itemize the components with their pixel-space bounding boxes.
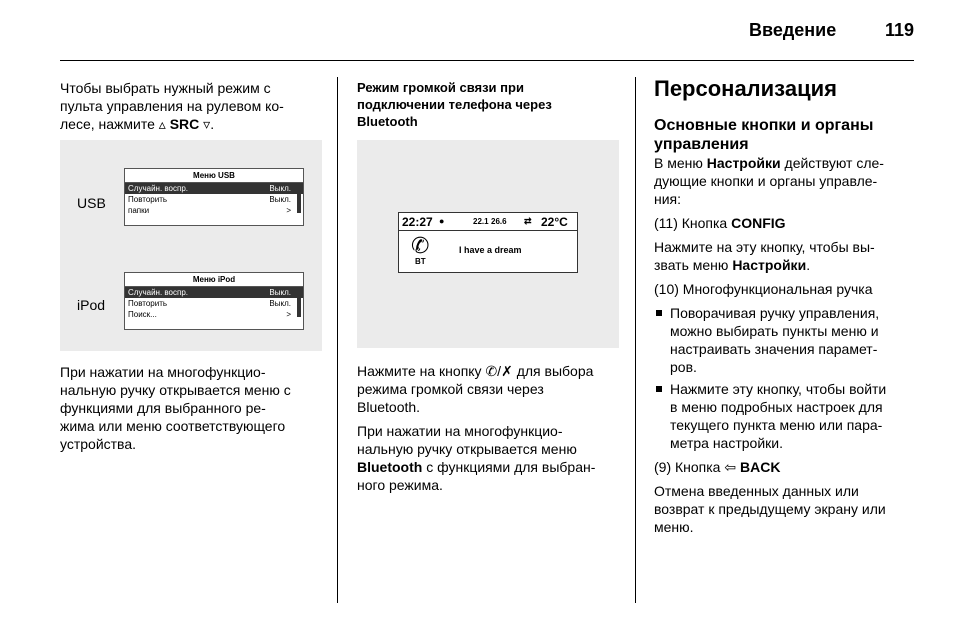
bullet-item: Поворачивая ручку управления, можно выбирать пункты меню и настраивать значения парамет- ров. bbox=[654, 304, 919, 376]
menu-row: Повторить Выкл. bbox=[128, 299, 291, 308]
temperature: 22°C bbox=[541, 215, 568, 229]
bullet-item: Нажмите эту кнопку, чтобы войти в меню подробных настроек для текущего пункта меню или пара- метра настройки. bbox=[654, 380, 919, 452]
usb-menu-title: Меню USB bbox=[125, 169, 303, 183]
column-3: Персонализация Основные кнопки и органы управления В меню Настройки действуют сле- дующие кнопки и органы управле- ния: (11) Кнопка CONFIG Нажмите на эту кнопку, чтобы вы- звать меню Настройки. (10) Многофункциональная ручка Поворачивая ручку управления, можно выбирать пункты меню и настраивать значения парамет- ров. Нажмите эту кнопку, чтобы войти в меню подробных настроек для текущего пункта меню или пара- метра настройки. (9) Кнопка ⇦ BACK Отмена введенных данных или возврат к предыдущему экрану или меню. bbox=[654, 76, 919, 536]
scrollbar bbox=[297, 183, 301, 213]
phone-button-icon: ✆/✗ bbox=[485, 363, 513, 379]
menu-row: Повторить Выкл. bbox=[128, 195, 291, 204]
column-divider-2 bbox=[635, 77, 636, 603]
status-icon: ● bbox=[439, 216, 445, 226]
signal-icon: ⇄ bbox=[524, 216, 532, 226]
menu-row: Поиск... > bbox=[128, 310, 291, 319]
bullet-icon bbox=[656, 386, 662, 392]
column-divider-1 bbox=[337, 77, 338, 603]
config-button-label: CONFIG bbox=[731, 215, 786, 231]
header-rule bbox=[60, 60, 914, 61]
bluetooth-heading: Режим громкой связи при подключении телефона через Bluetooth bbox=[357, 80, 552, 129]
scrollbar bbox=[297, 287, 301, 317]
bullet-icon bbox=[656, 310, 662, 316]
phone-icon: ✆ bbox=[411, 233, 430, 258]
chapter-title: Введение bbox=[749, 20, 837, 40]
ipod-menu bbox=[124, 272, 304, 330]
menu-row: Случайн. воспр. Выкл. bbox=[125, 183, 303, 194]
page-number: 119 bbox=[885, 20, 915, 40]
menu-row: папки > bbox=[128, 206, 291, 215]
song-title: I have a dream bbox=[459, 245, 522, 255]
status-bar: 22:27 ● 22.1 26.6 ⇄ 22°C bbox=[399, 213, 577, 231]
menu-row: Случайн. воспр. Выкл. bbox=[125, 287, 303, 298]
radio-display-screen bbox=[398, 212, 578, 273]
column-1-paragraph: При нажатии на многофункцио- нальную ручку открывается меню с функциями для выбранного ре- жима или меню соответствующего устройства. bbox=[60, 364, 291, 452]
back-arrow-icon: ⇦ bbox=[724, 459, 737, 475]
section-title: Персонализация bbox=[654, 76, 837, 101]
up-arrow-icon: ▵ bbox=[158, 116, 166, 132]
usb-label: USB bbox=[77, 195, 106, 211]
src-button-label: SRC bbox=[169, 116, 200, 132]
back-button-label: BACK bbox=[740, 459, 781, 475]
column-1-intro: Чтобы выбрать нужный режим с пульта управления на рулевом ко- лесе, нажмите ▵ SRC ▿. bbox=[60, 80, 284, 132]
ipod-menu-title: Меню iPod bbox=[125, 273, 303, 287]
ipod-label: iPod bbox=[77, 297, 106, 313]
clock: 22:27 bbox=[402, 215, 433, 229]
down-arrow-icon: ▿ bbox=[203, 116, 211, 132]
column-2-paragraphs: Нажмите на кнопку ✆/✗ для выбора режима громкой связи через Bluetooth. При нажатии на многофункцио- нальную ручку открывается меню Bluetooth с функциями для выбран- ного режима. bbox=[357, 363, 596, 493]
usb-menu bbox=[124, 168, 304, 226]
subsection-title: Основные кнопки и органы bbox=[654, 117, 874, 134]
bt-label: BT bbox=[415, 257, 426, 266]
